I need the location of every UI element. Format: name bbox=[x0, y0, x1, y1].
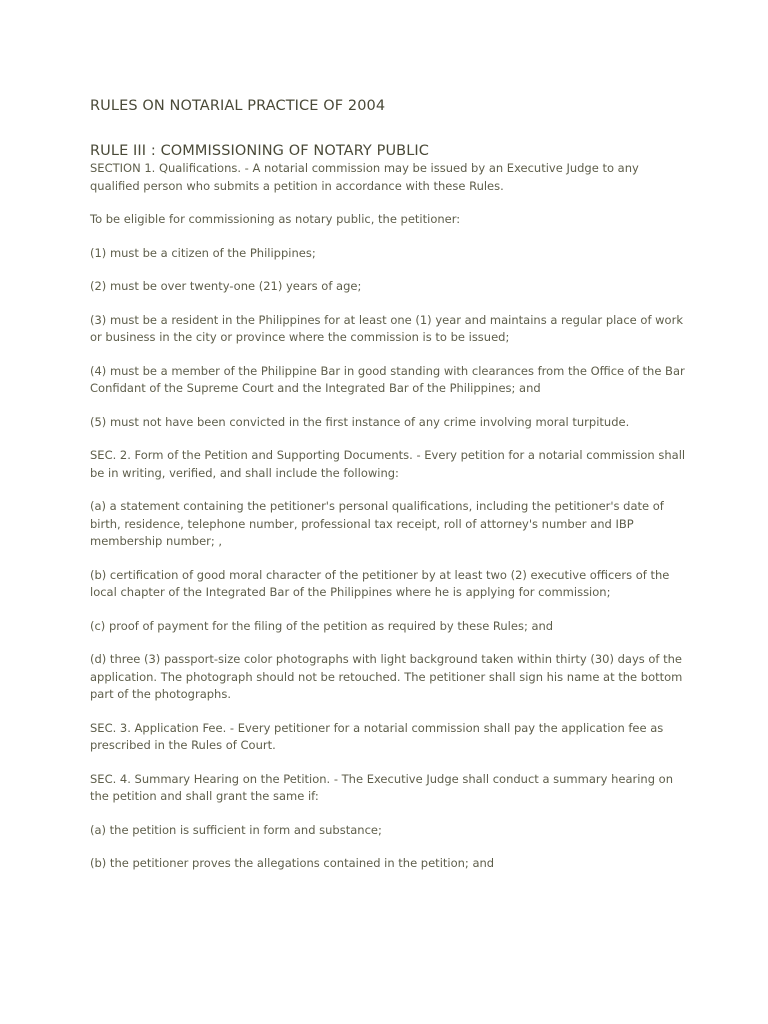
document-page bbox=[90, 96, 690, 889]
section-1-qualifications: SECTION 1. Qualifications. - A notarial commission may be issued by an Executive Judge to any qualified person who submits a petition in accordance with these Rules. bbox=[90, 161, 639, 193]
section-2-item-d: (d) three (3) passport-size color photographs with light background taken within thirty (30) days of the application. The photograph should not be retouched. The petitioner shall sign his name at the bottom part of the photographs. bbox=[90, 652, 683, 701]
requirement-1: (1) must be a citizen of the Philippines; bbox=[90, 245, 316, 260]
section-2-petition-form: SEC. 2. Form of the Petition and Supporting Documents. - Every petition for a notarial commission shall be in writing, verified, and shall include the following: bbox=[90, 448, 686, 480]
document-body bbox=[90, 160, 690, 873]
section-4-summary-hearing: SEC. 4. Summary Hearing on the Petition. - The Executive Judge shall conduct a summary hearing on the petition and shall grant the same if: bbox=[90, 771, 673, 803]
requirement-2: (2) must be over twenty-one (21) years of age; bbox=[90, 279, 362, 293]
section-2-item-a: (a) a statement containing the petitioner's personal qualifications, including the petitioner's date of birth, residence, telephone number, professional tax receipt, roll of attorney's number and IBP membership number; , bbox=[90, 499, 664, 548]
section-2-item-b: (b) certification of good moral character of the petitioner by at least two (2) executive officers of the local chapter of the Integrated Bar of the Philippines where he is applying for commission; bbox=[90, 567, 670, 599]
section-3-application-fee: SEC. 3. Application Fee. - Every petitioner for a notarial commission shall pay the application fee as prescribed in the Rules of Court. bbox=[90, 720, 664, 752]
rule-heading: RULE III : COMMISSIONING OF NOTARY PUBLIC bbox=[90, 143, 429, 159]
eligibility-intro: To be eligible for commissioning as notary public, the petitioner: bbox=[90, 212, 461, 226]
section-2-item-c: (c) proof of payment for the filing of the petition as required by these Rules; and bbox=[90, 618, 554, 633]
requirement-5: (5) must not have been convicted in the first instance of any crime involving moral turpitude. bbox=[90, 414, 630, 429]
section-4-item-a: (a) the petition is sufficient in form and substance; bbox=[90, 822, 382, 837]
document-title: RULES ON NOTARIAL PRACTICE OF 2004 bbox=[90, 98, 386, 114]
requirement-3: (3) must be a resident in the Philippines for at least one (1) year and maintains a regular place of work or business in the city or province where the commission is to be issued; bbox=[90, 312, 683, 344]
requirement-4: (4) must be a member of the Philippine Bar in good standing with clearances from the Office of the Bar Confidant of the Supreme Court and the Integrated Bar of the Philippines; and bbox=[90, 363, 685, 395]
section-4-item-b: (b) the petitioner proves the allegations contained in the petition; and bbox=[90, 856, 495, 870]
